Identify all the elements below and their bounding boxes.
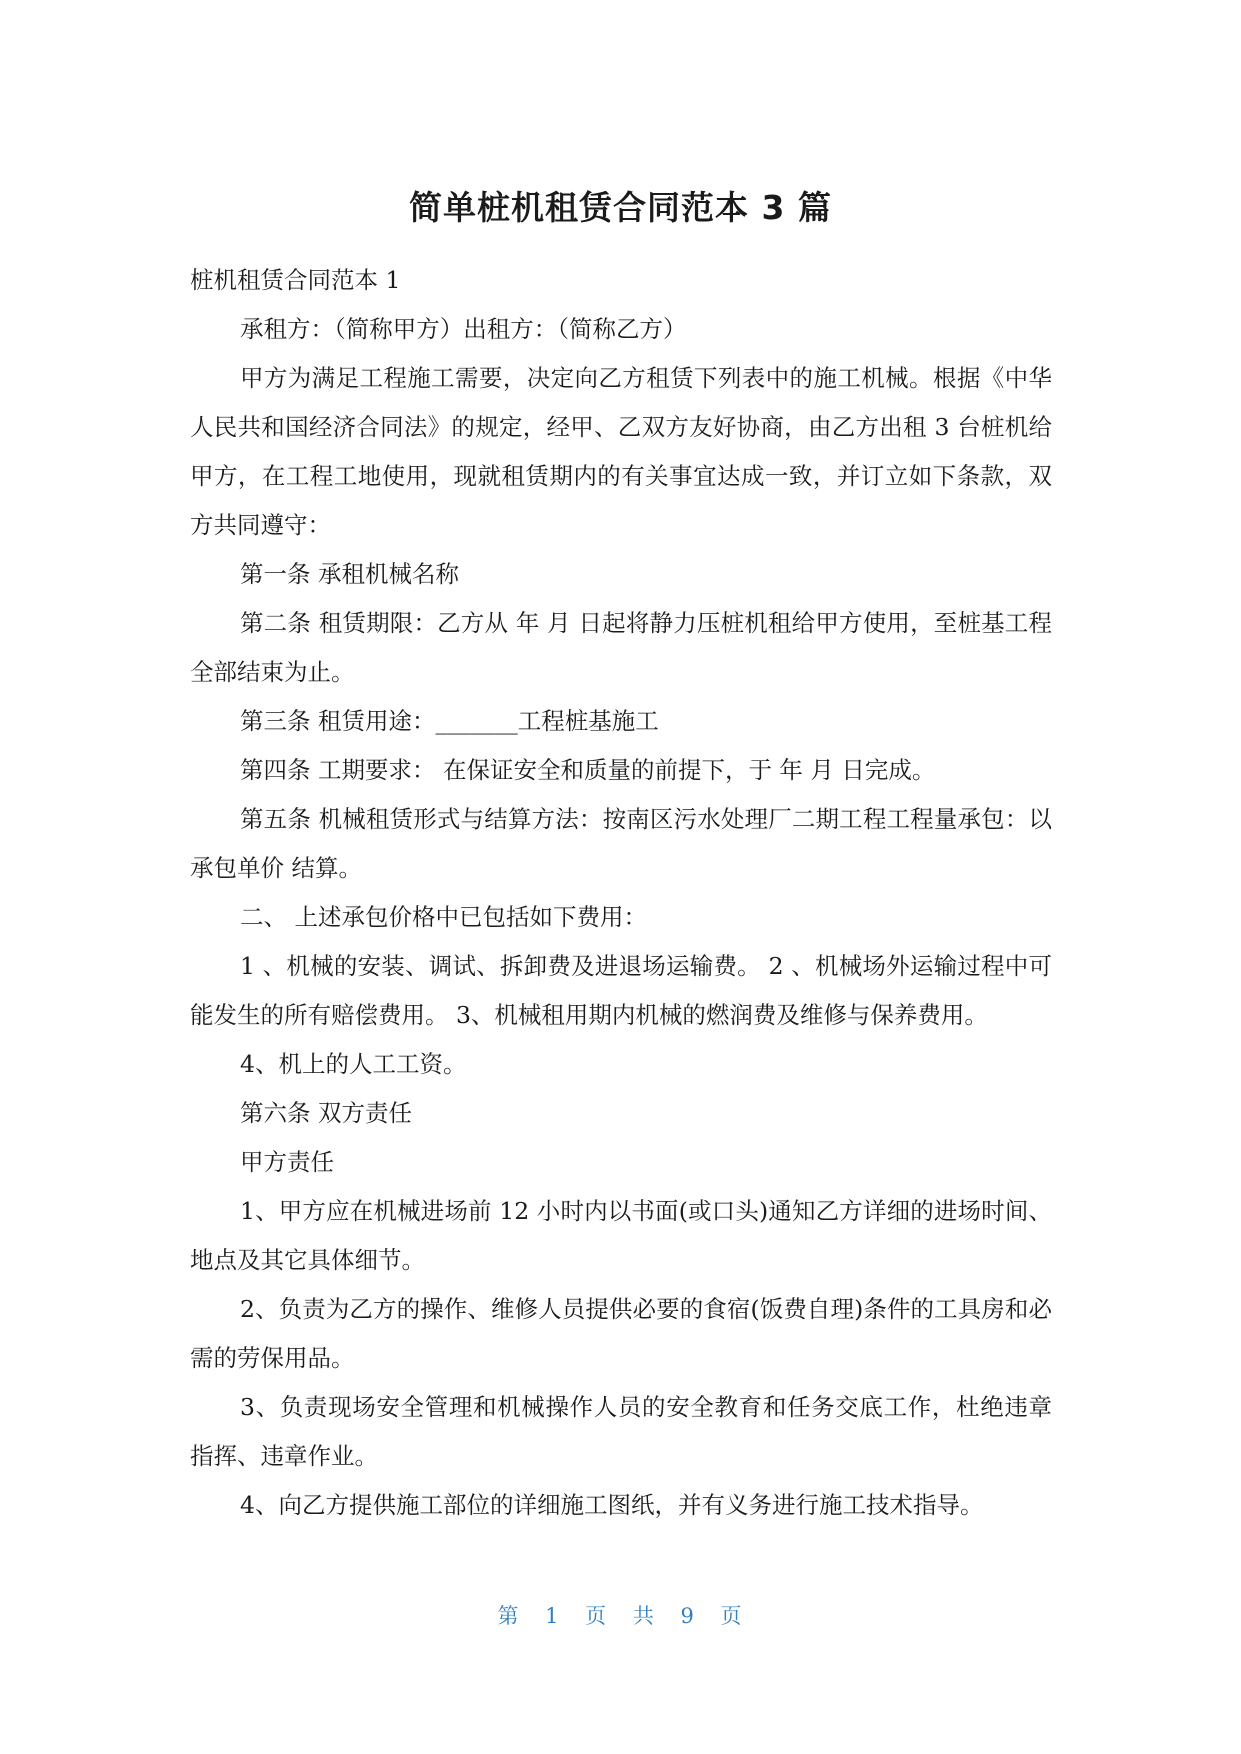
preamble-paragraph: 甲方为满足工程施工需要，决定向乙方租赁下列表中的施工机械。根据《中华人民共和国经济合同法》的规定，经甲、乙双方友好协商，由乙方出租 3 台桩机给甲方，在工程工地使用，现就租赁期内的有关事宜达成一致，并订立如下条款，双方共同遵守：: [190, 364, 1052, 539]
article-6: 第六条 双方责任: [240, 1099, 412, 1127]
document-body: [190, 256, 1052, 1530]
party-a-duties-heading: 甲方责任: [240, 1148, 334, 1176]
document-title: 简单桩机租赁合同范本 3 篇: [409, 188, 832, 227]
article-2: 第二条 租赁期限：乙方从 年 月 日起将静力压桩机租给甲方使用，至桩基工程全部结束为止。: [190, 609, 1052, 686]
party-a-duty-4: 4、向乙方提供施工部位的详细施工图纸，并有义务进行施工技术指导。: [240, 1491, 984, 1519]
fees-item-4: 4、机上的人工工资。: [240, 1050, 467, 1078]
fees-heading: 二、 上述承包价格中已包括如下费用：: [240, 903, 647, 931]
article-3: 第三条 租赁用途：_______工程桩基施工: [240, 707, 659, 735]
page-number-footer: 第 1 页 共 9 页: [497, 1604, 744, 1628]
fees-items-1-3: 1 、机械的安装、调试、拆卸费及进退场运输费。 2 、机械场外运输过程中可能发生的所有赔偿费用。 3、机械租用期内机械的燃润费及维修与保养费用。: [190, 952, 1052, 1029]
article-5: 第五条 机械租赁形式与结算方法：按南区污水处理厂二期工程工程量承包：以承包单价 结算。: [190, 805, 1052, 882]
article-1: 第一条 承租机械名称: [240, 560, 459, 588]
section-heading: 桩机租赁合同范本 1: [190, 266, 401, 294]
party-a-duty-1: 1、甲方应在机械进场前 12 小时内以书面(或口头)通知乙方详细的进场时间、地点及其它具体细节。: [190, 1197, 1052, 1274]
party-a-duty-3: 3、负责现场安全管理和机械操作人员的安全教育和任务交底工作，杜绝违章指挥、违章作业。: [190, 1393, 1052, 1470]
party-a-duty-2: 2、负责为乙方的操作、维修人员提供必要的食宿(饭费自理)条件的工具房和必需的劳保用品。: [190, 1295, 1052, 1372]
article-4: 第四条 工期要求： 在保证安全和质量的前提下，于 年 月 日完成。: [240, 756, 936, 784]
parties-paragraph: 承租方：（简称甲方）出租方：（简称乙方）: [240, 315, 687, 343]
